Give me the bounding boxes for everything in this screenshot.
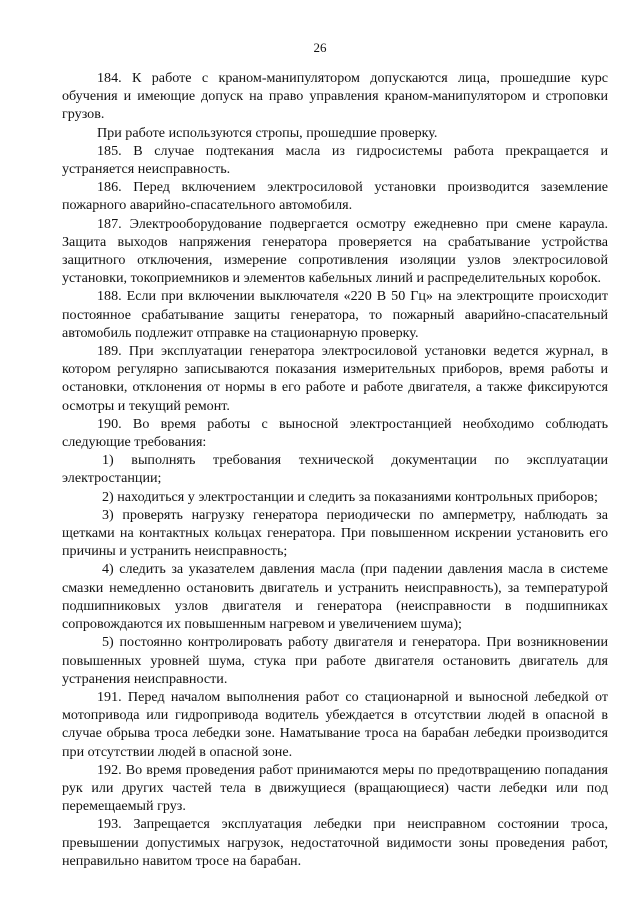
list-item-2: 2) находиться у электростанции и следить за показаниями контрольных приборов; [102, 488, 598, 505]
paragraph-187: 187. Электрооборудование подвергается осмотру ежедневно при смене караула. Защита выходов напряжения генератора проверяется на срабатывание устройства защитного отключения, измерение сопротивления изоляции узлов электросиловой установки, токоприемников и элементов кабельных линий и распределительных коробок. [62, 215, 608, 287]
paragraph-190: 190. Во время работы с выносной электростанцией необходимо соблюдать следующие требования: [62, 415, 608, 451]
paragraph-185: 185. В случае подтекания масла из гидросистемы работа прекращается и устраняется неисправность. [62, 142, 608, 178]
paragraph-188: 188. Если при включении выключателя «220 В 50 Гц» на электрощите происходит постоянное срабатывание защиты генератора, то пожарный аварийно-спасательный автомобиль подлежит отправке на стационарную проверку. [62, 288, 608, 341]
page-number: 26 [313, 40, 327, 55]
list-item-1: 1) выполнять требования технической документации по эксплуатации электростанции; [62, 452, 608, 487]
document-body [62, 69, 608, 870]
list-item-3: 3) проверять нагрузку генератора периодически по амперметру, наблюдать за щетками на контактных кольцах генератора. При повышенном искрении установить его причины и устранить неисправность; [62, 506, 608, 560]
paragraph-184-note: При работе используются стропы, прошедшие проверку. [97, 124, 438, 141]
list-item-4: 4) следить за указателем давления масла (при падении давления масла в системе смазки немедленно остановить двигатель и устранить неисправность), за температурой подшипниковых узлов двигателя и генератора (неисправности в подшипниках сопровождаются их повышенным нагревом и увеличением шума); [62, 561, 608, 633]
paragraph-186: 186. Перед включением электросиловой установки производится заземление пожарного аварийно-спасательного автомобиля. [62, 179, 608, 214]
paragraph-192: 192. Во время проведения работ принимаются меры по предотвращению попадания рук или других частей тела в движущиеся (вращающиеся) части лебедки или под перемещаемый груз. [62, 761, 608, 815]
list-item-5: 5) постоянно контролировать работу двигателя и генератора. При возникновении повышенных уровней шума, стука при работе двигателя остановить двигатель для устранения неисправности. [62, 634, 608, 687]
paragraph-193: 193. Запрещается эксплуатация лебедки при неисправном состоянии троса, превышении допустимых нагрузок, недостаточной видимости зоны проведения работ, неправильно навитом тросе на барабан. [62, 816, 608, 869]
paragraph-189: 189. При эксплуатации генератора электросиловой установки ведется журнал, в котором регулярно записываются показания измерительных приборов, время работы и остановки, отклонения от нормы в его работе и работе двигателя, а также фиксируются осмотры и текущий ремонт. [62, 343, 608, 414]
paragraph-191: 191. Перед началом выполнения работ со стационарной и выносной лебедкой от мотопривода или гидропривода водитель убеждается в отсутствии людей в опасной в случае обрыва троса лебедки зоне. Наматывание троса на барабан лебедки производится при отсутствии людей в опасной зоне. [62, 688, 608, 760]
paragraph-184: 184. К работе с краном-манипулятором допускаются лица, прошедшие курс обучения и имеющие допуск на право управления краном-манипулятором и строповки грузов. [62, 70, 608, 123]
